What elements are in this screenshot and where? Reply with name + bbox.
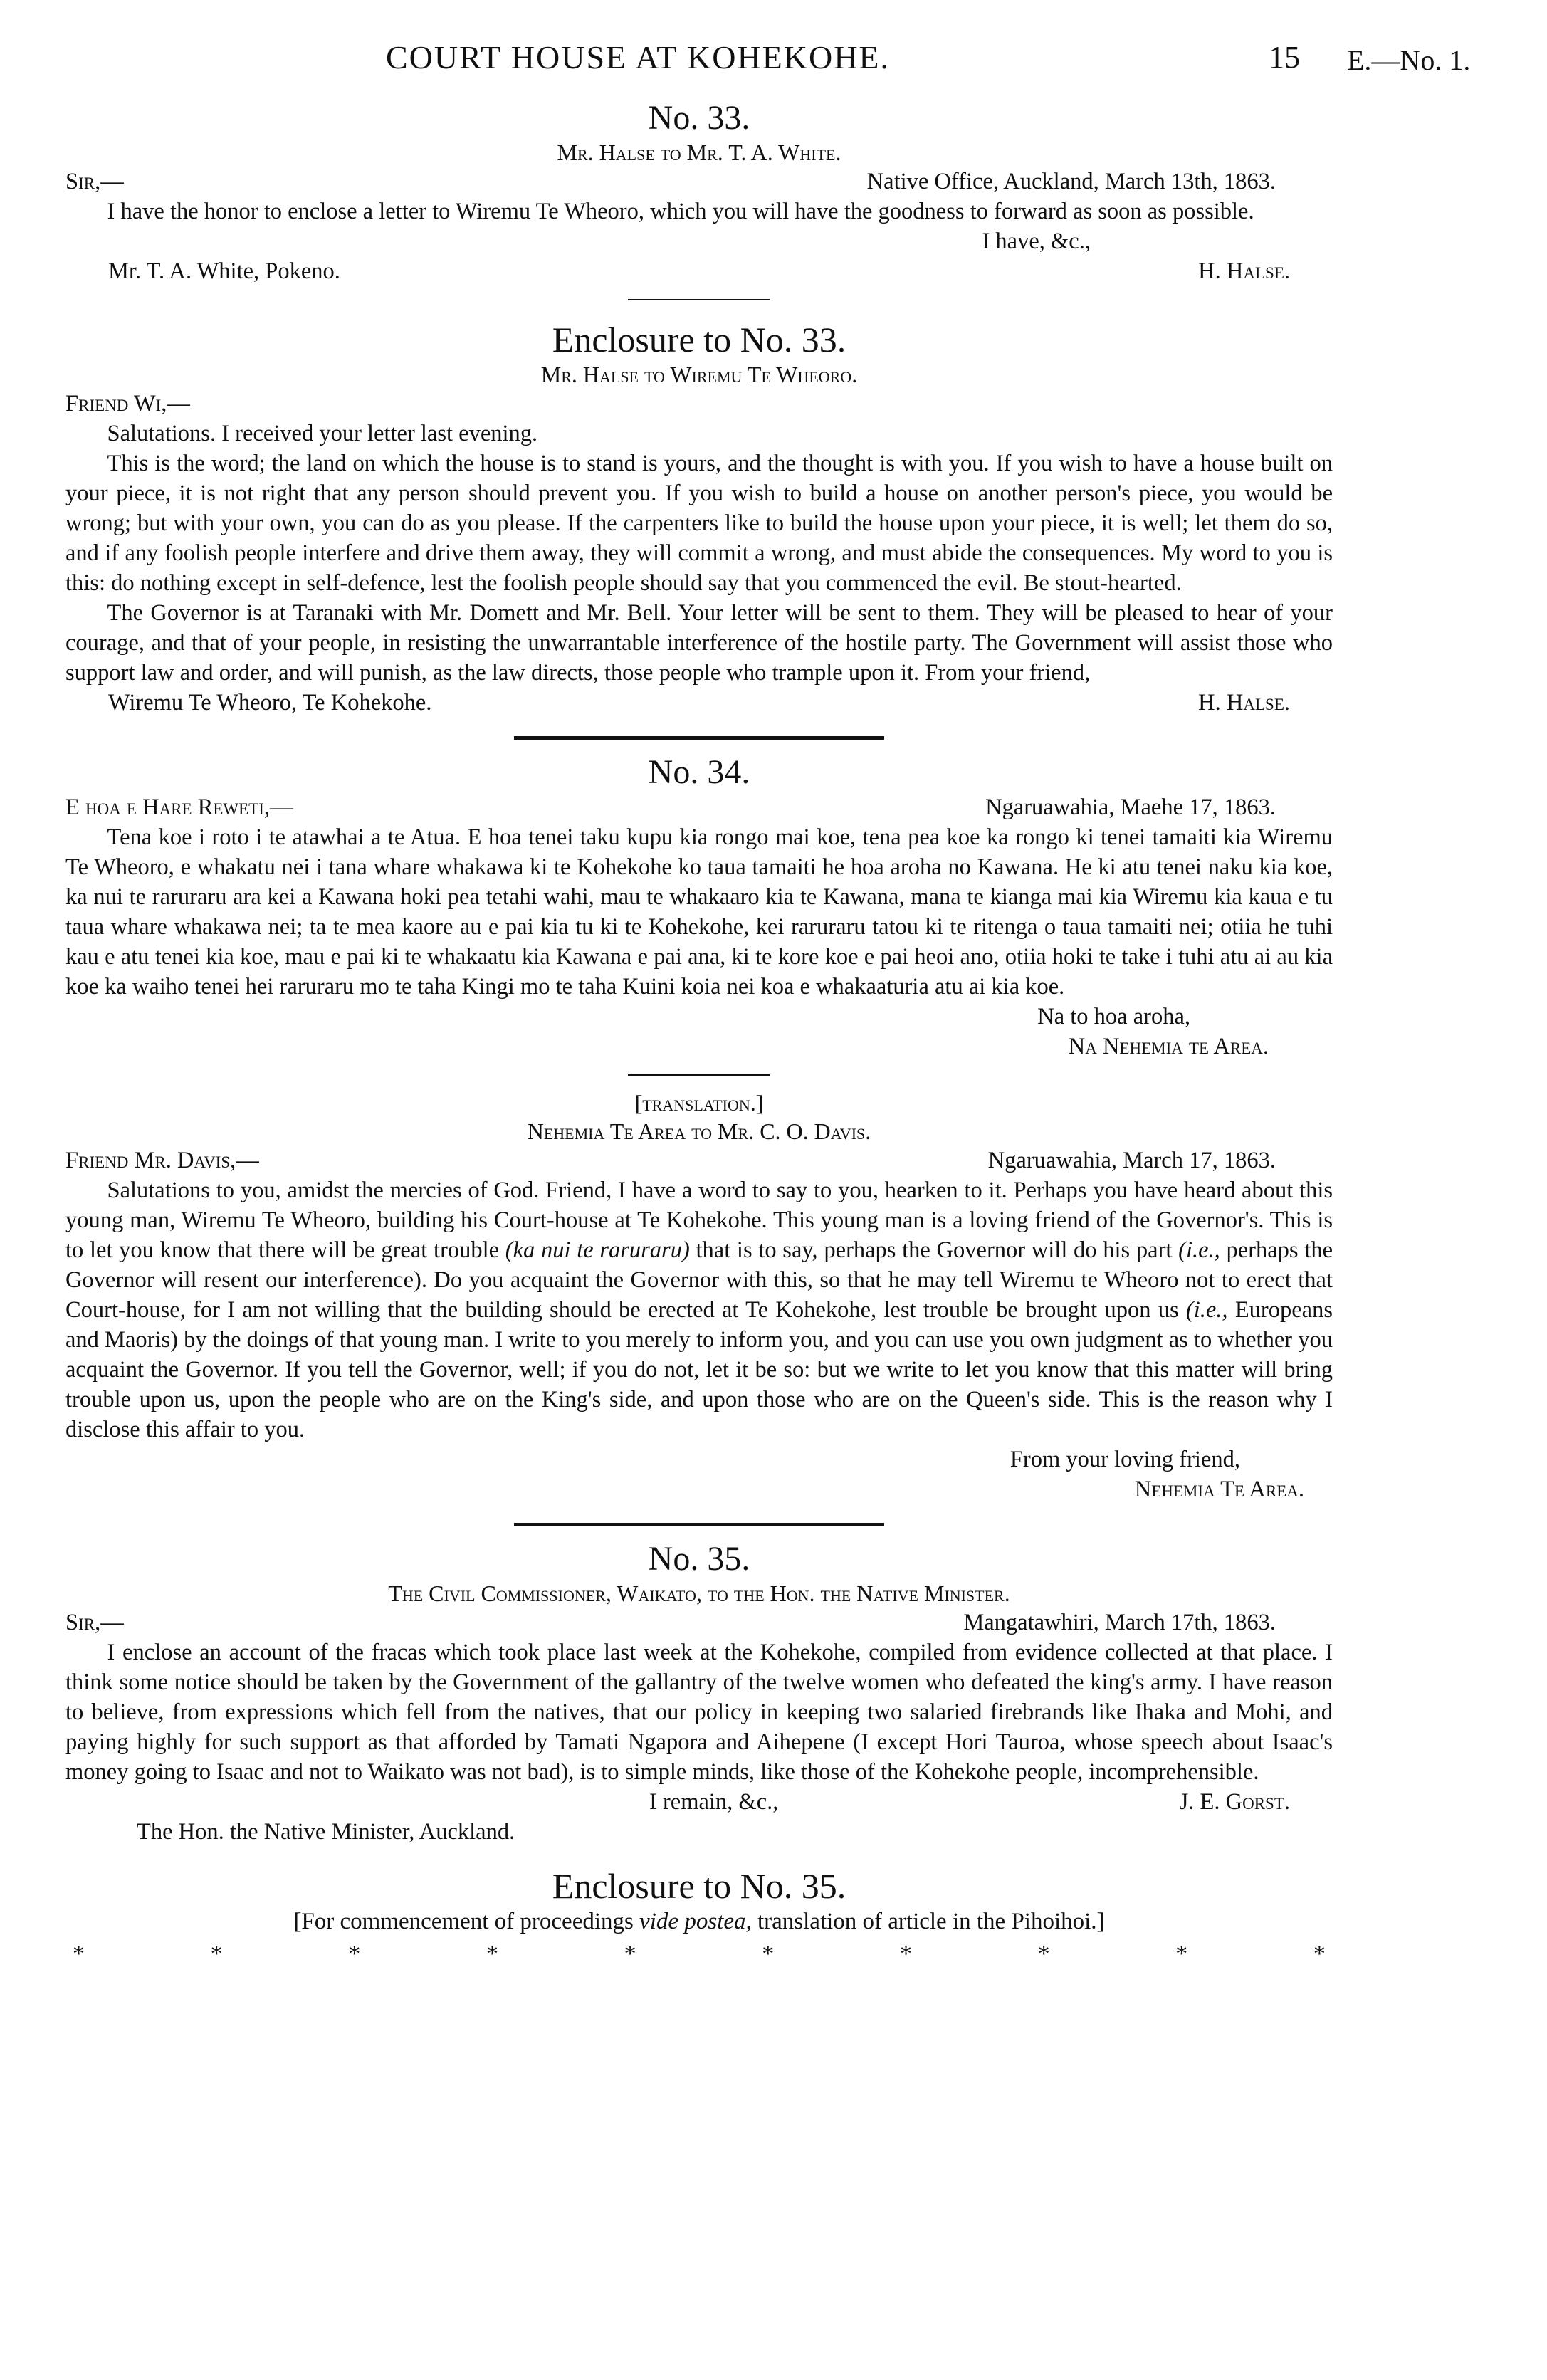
letter-no-33 — [65, 98, 1333, 286]
note-italic: vide postea, — [639, 1909, 752, 1934]
body-italic: (ka nui te raruraru) — [505, 1237, 690, 1263]
closing: I remain, &c., — [649, 1789, 779, 1815]
asterisk: * — [899, 1941, 912, 1967]
letter-no-34 — [65, 753, 1333, 1061]
asterisk: * — [210, 1941, 223, 1967]
closing: Na to hoa aroha, — [1037, 1004, 1190, 1029]
asterism-row — [65, 1939, 1333, 1969]
page-number: 15 — [1269, 40, 1300, 75]
signature: H. Halse. — [1198, 690, 1290, 715]
closing-line — [65, 1787, 1333, 1817]
address-date: Ngaruawahia, Maehe 17, 1863. — [985, 795, 1276, 820]
letter-from-to: Nehemia Te Area to Mr. C. O. Davis. — [527, 1118, 871, 1144]
body-text: Salutations to you, amidst the mercies of God. Friend, I have a word to say to you, hearken to it. Perhaps you have heard about this young man, Wiremu Te Wheoro, building his Court-house at Te Kohekohe. This young man is a loving friend of the Governor's. This is to let you know that there will be great trouble — [65, 1178, 1333, 1263]
asterisk: * — [1037, 1941, 1050, 1967]
translation-no-34 — [65, 1089, 1333, 1504]
salutation-line — [65, 792, 1333, 822]
translation-label: [translation.] — [634, 1090, 764, 1116]
address-date: Ngaruawahia, March 17, 1863. — [987, 1148, 1276, 1173]
address-date: Mangatawhiri, March 17th, 1863. — [963, 1610, 1276, 1635]
letter-body-maori: Tena koe i roto i te atawhai a te Atua. E hoa tenei taku kupu kia rongo mai koe, tena pea koe ka rongo ki tenei tamaiti kia Wiremu Te Wheoro, e whakatu nei i tana whare whakawa ki te Kohekohe ko taua tamaiti he hoa aroha no Kawana. He ki atu tenei naku kia koe, ka nui te raruraru ara kei a Kawana hoki pea tetahi wahi, mau te whakaaro kia te Kawana, mana te kianga mai kia Wiremu kia kaua e tu taua whare whakawa nei; ta te mea kaore au e pai kia tu ki te Kohekohe, kei raruraru tatou ki te ritenga o taua tamaiti nei; otiia he tuhi kau e atu tenei kia koe, mau e pai ki te whakaatu kia Kawana e pai ana, ki te kore koe e pai heoi ano, otiia hoki te take i tuhi atu ai au kia koe ka waiho tenei hei raruraru mo te taha Kingi mo te taha Kuini koia nei koa e whakaaturia atu ai kia koe. — [65, 824, 1333, 1000]
asterisk: * — [348, 1941, 361, 1967]
salutation: E hoa e Hare Reweti,— — [65, 795, 293, 820]
asterisk: * — [624, 1941, 636, 1967]
letter-number: No. 34. — [648, 753, 750, 791]
body-italic: (i.e., — [1185, 1297, 1228, 1323]
addressee: The Hon. the Native Minister, Auckland. — [137, 1819, 515, 1845]
asterisk: * — [73, 1941, 85, 1967]
asterisk: * — [1175, 1941, 1188, 1967]
signature: Na Nehemia te Area. — [1068, 1034, 1269, 1059]
letter-from-to: Mr. Halse to Wiremu Te Wheoro. — [540, 362, 858, 387]
divider — [628, 1074, 770, 1076]
salutation-line — [65, 1146, 1333, 1175]
letter-from-to: Mr. Halse to Mr. T. A. White. — [557, 140, 841, 165]
paragraph-2: This is the word; the land on which the house is to stand is yours, and the thought is with you. If you wish to have a house built on your piece, it is not right that any person should prevent you. If you wish to build a house on another person's piece, you would be wrong; but with your own, you can do as you please. If the carpenters like to build the house upon your piece, it is well; let them do so, and if any foolish people interfere and drive them away, they will commit a wrong, and must abide the consequences. My word to you is this: do nothing except in self-defence, lest the foolish people should say that you commenced the evil. Be stout-hearted. — [65, 451, 1333, 596]
series-number: E.—No. 1. — [1347, 44, 1471, 76]
asterisk: * — [762, 1941, 775, 1967]
closing: I have, &c., — [982, 229, 1091, 254]
address-date: Native Office, Auckland, March 13th, 1863. — [866, 169, 1276, 194]
section-rule — [514, 736, 884, 740]
letter-body: I enclose an account of the fracas which took place last week at the Kohekohe, compiled from evidence collected at that place. I think some notice should be taken by the Government of the gallantry of the twelve women who defeated the king's army. I have reason to believe, from expressions which fell from the natives, that our policy in keeping two salaried firebrands like Ihaka and Mohi, and paying highly for such support as that afforded by Tamati Ngapora and Aihepene (I except Hori Tauroa, whose speech about Isaac's money going to Isaac and not to Waikato was not bad), is to simple minds, like those of the Kohekohe people, incomprehensible. — [65, 1640, 1333, 1785]
note-text: [For commencement of proceedings — [293, 1909, 640, 1934]
body-italic: (i.e., — [1178, 1237, 1220, 1263]
salutation: Friend Mr. Davis,— — [65, 1148, 259, 1173]
salutation: Sir,— — [65, 169, 124, 194]
enclosure-heading: Enclosure to No. 35. — [552, 1866, 846, 1906]
addressee-line — [65, 688, 1333, 718]
enclosure-no-35 — [65, 1865, 1333, 1969]
page-title: COURT HOUSE AT KOHEKOHE. — [386, 39, 891, 75]
divider — [628, 299, 770, 300]
salutation: Friend Wi,— — [65, 391, 190, 416]
signature: Nehemia Te Area. — [1134, 1477, 1304, 1502]
enclosure-note — [65, 1907, 1333, 1936]
letter-number: No. 35. — [648, 1540, 750, 1578]
letter-body: I have the honor to enclose a letter to Wiremu Te Wheoro, which you will have the goodness to forward as soon as possible. — [107, 199, 1254, 224]
body-text: perhaps the Governor will resent our interference). Do you acquaint the Governor with this, so that he may tell Wiremu te Wheoro not to erect that Court-house, for I am not willing that the building should be erected at Te Kohekohe, lest trouble be brought upon us — [65, 1237, 1333, 1323]
enclosure-no-33 — [65, 319, 1333, 718]
closing: From your loving friend, — [1010, 1447, 1240, 1472]
running-header — [65, 39, 1471, 85]
addressee-line — [65, 256, 1333, 286]
body-text: that is to say, perhaps the Governor will do his part — [689, 1237, 1179, 1263]
salutation-line — [65, 167, 1333, 196]
paragraph-1: Salutations. I received your letter last evening. — [107, 421, 538, 446]
letter-body — [65, 1175, 1333, 1445]
addressee: Mr. T. A. White, Pokeno. — [108, 258, 340, 284]
document-page — [65, 39, 1471, 1969]
asterisk: * — [486, 1941, 498, 1967]
note-text: translation of article in the Pihoihoi.] — [751, 1909, 1105, 1934]
signature: J. E. Gorst. — [1179, 1789, 1290, 1815]
signature: H. Halse. — [1198, 258, 1290, 284]
salutation: Sir,— — [65, 1610, 124, 1635]
paragraph-3: The Governor is at Taranaki with Mr. Domett and Mr. Bell. Your letter will be sent to them. They will be pleased to hear of your courage, and that of your people, in resisting the unwarrantable interference of the hostile party. The Government will assist those who support law and order, and will punish, as the law directs, those people who trample upon it. From your friend, — [65, 600, 1333, 686]
body-text: Europeans and Maoris) by the doings of that young man. I write to you merely to inform you, and you can use you own judgment as to whether you acquaint the Governor. If you tell the Governor, well; if you do not, let it be so: but we write to let you know that this matter will bring trouble upon us, upon the people who are on the King's side, and upon those who are on the Queen's side. This is the reason why I disclose this affair to you. — [65, 1297, 1333, 1442]
letter-number: No. 33. — [648, 99, 750, 137]
letter-from-to: The Civil Commissioner, Waikato, to the Hon. the Native Minister. — [388, 1580, 1010, 1606]
asterisk: * — [1313, 1941, 1326, 1967]
salutation-line — [65, 1608, 1333, 1637]
section-rule — [514, 1523, 884, 1526]
enclosure-heading: Enclosure to No. 33. — [552, 320, 846, 360]
letter-no-35 — [65, 1539, 1333, 1847]
addressee: Wiremu Te Wheoro, Te Kohekohe. — [108, 690, 432, 715]
